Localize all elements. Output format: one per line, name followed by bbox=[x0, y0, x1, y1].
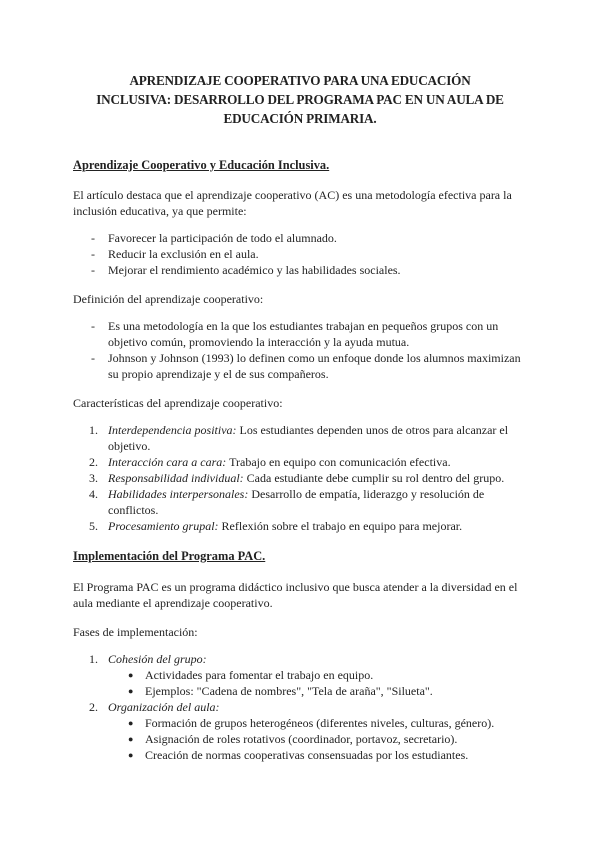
numbered-item bbox=[108, 470, 504, 486]
title-line-3: EDUCACIÓN PRIMARIA. bbox=[223, 111, 377, 126]
dash-marker: - bbox=[91, 351, 95, 365]
dash-marker: - bbox=[91, 263, 95, 277]
paragraph-line: El artículo destaca que el aprendizaje cooperativo (AC) es una metodología efectiva para la bbox=[73, 188, 512, 202]
list-number: 1. bbox=[89, 652, 98, 666]
bullet-dot: ● bbox=[128, 734, 134, 744]
list-item: Johnson y Johnson (1993) lo definen como un enfoque donde los alumnos maximizan bbox=[108, 351, 521, 365]
list-item: Formación de grupos heterogéneos (diferentes niveles, culturas, género). bbox=[145, 716, 495, 730]
list-item: Ejemplos: "Cadena de nombres", "Tela de araña", "Silueta". bbox=[145, 684, 433, 698]
list-number: 5. bbox=[89, 519, 98, 533]
bullet-dot: ● bbox=[128, 750, 134, 760]
list-item: Creación de normas cooperativas consensuadas por los estudiantes. bbox=[145, 748, 469, 762]
subsection-label: Definición del aprendizaje cooperativo: bbox=[73, 292, 264, 306]
term: Procesamiento grupal: bbox=[108, 519, 219, 533]
description: Los estudiantes dependen unos de otros para alcanzar el bbox=[236, 423, 509, 437]
section-heading-aprendizaje: Aprendizaje Cooperativo y Educación Inclusiva. bbox=[73, 158, 330, 172]
list-item: Es una metodología en la que los estudiantes trabajan en pequeños grupos con un bbox=[108, 319, 499, 333]
phase-name: Cohesión del grupo: bbox=[108, 652, 207, 666]
numbered-item-continuation: objetivo. bbox=[108, 439, 151, 453]
numbered-item bbox=[108, 518, 462, 534]
dash-marker: - bbox=[91, 319, 95, 333]
term: Interdependencia positiva: bbox=[108, 423, 237, 437]
list-item: Actividades para fomentar el trabajo en equipo. bbox=[145, 668, 374, 682]
list-number: 1. bbox=[89, 423, 98, 437]
description: Cada estudiante debe cumplir su rol dentro del grupo. bbox=[243, 471, 505, 485]
section-heading-implementacion: Implementación del Programa PAC. bbox=[73, 549, 266, 563]
list-number: 2. bbox=[89, 455, 98, 469]
term: Interacción cara a cara: bbox=[108, 455, 227, 469]
list-item: Reducir la exclusión en el aula. bbox=[108, 247, 259, 261]
dash-marker: - bbox=[91, 247, 95, 261]
bullet-dot: ● bbox=[128, 718, 134, 728]
title-line-2: INCLUSIVA: DESARROLLO DEL PROGRAMA PAC EN UN AULA DE bbox=[96, 92, 504, 107]
list-number: 2. bbox=[89, 700, 98, 714]
numbered-item bbox=[108, 422, 508, 438]
document-title bbox=[60, 71, 540, 128]
description: Desarrollo de empatía, liderazgo y resolución de bbox=[248, 487, 485, 501]
bullet-dot: ● bbox=[128, 670, 134, 680]
list-number: 3. bbox=[89, 471, 98, 485]
subsection-label: Fases de implementación: bbox=[73, 625, 198, 639]
numbered-item bbox=[108, 454, 451, 470]
list-item-continuation: objetivo común, promoviendo la interacción y la ayuda mutua. bbox=[108, 335, 410, 349]
list-item: Asignación de roles rotativos (coordinador, portavoz, secretario). bbox=[145, 732, 458, 746]
paragraph-line: El Programa PAC es un programa didáctico inclusivo que busca atender a la diversidad en el bbox=[73, 580, 518, 594]
list-item: Favorecer la participación de todo el alumnado. bbox=[108, 231, 337, 245]
paragraph-line: aula mediante el aprendizaje cooperativo. bbox=[73, 596, 273, 610]
bullet-dot: ● bbox=[128, 686, 134, 696]
phase-name: Organización del aula: bbox=[108, 700, 220, 714]
dash-marker: - bbox=[91, 231, 95, 245]
description: Trabajo en equipo con comunicación efectiva. bbox=[226, 455, 451, 469]
list-item-continuation: su propio aprendizaje y el de sus compañeros. bbox=[108, 367, 329, 381]
list-number: 4. bbox=[89, 487, 98, 501]
numbered-item-continuation: conflictos. bbox=[108, 503, 159, 517]
paragraph-line: inclusión educativa, ya que permite: bbox=[73, 204, 247, 218]
subsection-label: Características del aprendizaje cooperativo: bbox=[73, 396, 283, 410]
numbered-item bbox=[108, 486, 484, 502]
term: Responsabilidad individual: bbox=[108, 471, 244, 485]
term: Habilidades interpersonales: bbox=[108, 487, 249, 501]
description: Reflexión sobre el trabajo en equipo para mejorar. bbox=[218, 519, 463, 533]
list-item: Mejorar el rendimiento académico y las habilidades sociales. bbox=[108, 263, 401, 277]
title-line-1: APRENDIZAJE COOPERATIVO PARA UNA EDUCACIÓN bbox=[129, 73, 471, 88]
